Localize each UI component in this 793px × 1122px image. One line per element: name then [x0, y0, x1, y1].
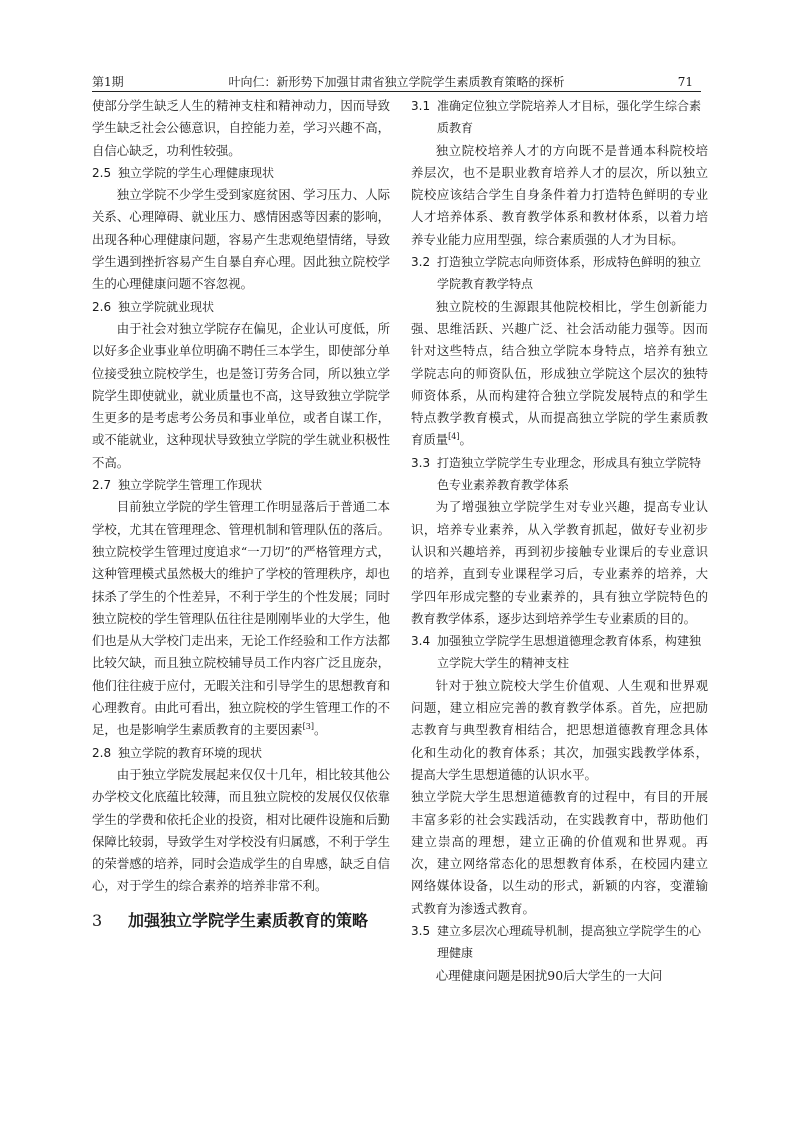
paragraph: 心理健康问题是困扰90后大学生的一大问: [435, 967, 663, 983]
section-title: 独立学院就业现状: [118, 299, 215, 314]
section-title: 独立学院的学生心理健康现状: [118, 165, 275, 180]
section-number: 3.2: [411, 255, 431, 270]
section-heading-2-5: [92, 162, 390, 184]
paragraph: [92, 496, 390, 741]
paragraph: 使部分学生缺乏人生的精神支柱和精神动力，因而导致学生缺乏社会公德意识，自控能力差，学习兴趣不高，自信心缺乏，功利性较强。: [92, 98, 390, 158]
paragraph: 独立学院不少学生受到家庭贫困、学习压力、人际关系、心理障碍、就业压力、感情困惑等因素的影响，出现各种心理健康问题，容易产生悲观绝望情绪，导致学生遇到挫折容易产生自暴自弃心理。因此独立院校学生的心理健康问题不容忽视。: [92, 187, 390, 292]
paragraph-text: 独立院校的生源跟其他院校相比，学生创新能力强、思维活跃、兴趣广泛、社会活动能力强等。因而针对这些特点，结合独立学院本身特点，培养有独立学院志向的师资队伍，形成独立学院这个层次的独特师资体系，从而构建符合独立学院发展特点的和学生特点教学教育模式，从而提高独立学院的学生素质教育质量: [411, 298, 708, 448]
section-title: 独立学院的教育环境的现状: [118, 745, 263, 760]
running-title: 叶向仁：新形势下加强甘肃省独立学院学生素质教育策略的探析: [228, 75, 565, 89]
section-number: 2.7: [92, 478, 112, 493]
paragraph-text: 目前独立学院的学生管理工作明显落后于普通二本学校，尤其在管理理念、管理机制和管理队伍的落后。独立院校学生管理过度追求“一刀切”的严格管理方式，这种管理模式虽然极大的维护了学校的管理秩序，却也抹杀了学生的个性差异，不利于学生的个性发展；同时独立院校的学生管理队伍往往是刚刚毕业的大学生，他们也是从大学校门走出来，无论工作经验和工作方法都比较欠缺，而且独立院校辅导员工作内容广泛且庞杂，他们往往疲于应付，无暇关注和引导学生的思想教育和心理教育。由此可看出，独立院校的学生管理工作的不足，也是影响学生素质教育的主要因素: [92, 499, 390, 738]
paragraph: 独立院校培养人才的方向既不是普通本科院校培养层次，也不是职业教育培养人才的层次，所以独立院校应该结合学生自身条件着力打造特色鲜明的专业人才培养体系、教育教学体系和教材体系，以着力培养专业能力应用型强，综合素质强的人才为目标。: [411, 142, 708, 247]
section-heading-3-2: [411, 251, 708, 296]
punctuation: 。: [313, 722, 327, 738]
paragraph: 独立学院大学生思想道德教育的过程中，有目的开展丰富多彩的社会实践活动，在实践教育中，帮助他们建立崇高的理想，建立正确的价值观和世界观。再次，建立网络常态化的思想教育体系，在校园内建立网络媒体设备，以生动的形式，新颖的内容，变灌输式教育为渗透式教育。: [411, 789, 708, 916]
section-heading-3: [92, 910, 390, 932]
section-heading-3-3: [411, 452, 708, 497]
section-number: 2.6: [92, 299, 112, 314]
section-title: 独立学院学生管理工作现状: [118, 478, 263, 493]
section-number: 3.3: [411, 455, 431, 470]
punctuation: 。: [459, 432, 472, 448]
right-column: [411, 95, 708, 987]
paragraph: 由于社会对独立学院存在偏见，企业认可度低，所以好多企业事业单位明确不聘任三本学生，即使部分单位接受独立院校学生，也是签订劳务合同，所以独立学院学生即使就业，就业质量也不高，这导致独立学院学生更多的是考虑考公务员和事业单位，或者自谋工作，或不能就业，这种现状导致独立学院的学生就业积极性不高。: [92, 320, 390, 470]
section-title: 打造独立学院志向师资体系，形成特色鲜明的独立学院教育教学特点: [437, 255, 702, 292]
section-number: 2.5: [92, 165, 112, 180]
citation: [3]: [302, 722, 314, 732]
page-number: 71: [677, 75, 693, 89]
issue-label: 第1期: [92, 75, 124, 89]
section-heading-3-5: [411, 920, 708, 965]
paragraph: [411, 296, 708, 452]
section-title: 打造独立学院学生专业理念，形成具有独立学院特色专业素养教育教学体系: [437, 455, 702, 493]
left-column: [92, 95, 390, 932]
running-header: [92, 73, 701, 92]
citation: [4]: [448, 432, 460, 442]
section-number: 2.8: [92, 745, 112, 760]
section-title: 准确定位独立学院培养人才目标，强化学生综合素质教育: [437, 99, 702, 136]
paragraph: 由于独立学院发展起来仅仅十几年，相比较其他公办学校文化底蕴比较薄，而且独立院校的发展仅仅依靠学生的学费和依托企业的投资，相对比硬件设施和后勤保障比较弱，导致学生对学校没有归属感，不利于学生的荣誉感的培养，同时会造成学生的自卑感，缺乏自信心，对于学生的综合素养的培养非常不利。: [92, 766, 390, 894]
section-number: 3.4: [411, 634, 431, 649]
paragraph: 为了增强独立学院学生对专业兴趣，提高专业认识，培养专业素养，从入学教育抓起，做好专业初步认识和兴趣培养，再到初步接触专业课后的专业意识的培养，直到专业课程学习后，专业素养的培养，大学四年形成完整的专业素养的，具有独立学院特色的教育教学体系，逐步达到培养学生专业素质的目的。: [411, 499, 708, 626]
paragraph: 针对于独立院校大学生价值观、人生观和世界观问题，建立相应完善的教育教学体系。首先，应把励志教育与典型教育相结合，把思想道德教育理念具体化和生动化的教育体系；其次，加强实践教学体系，提高大学生思想道德的认识水平。: [411, 677, 708, 782]
section-number: 3: [92, 910, 103, 930]
section-heading-3-1: [411, 95, 708, 140]
section-heading-3-4: [411, 630, 708, 675]
section-number: 3.5: [411, 923, 431, 938]
section-number: 3.1: [411, 99, 431, 113]
section-title: 加强独立学院学生思想道德理念教育体系，构建独立学院大学生的精神支柱: [437, 634, 702, 671]
section-heading-2-7: [92, 474, 390, 496]
section-title: 加强独立学院学生素质教育的策略: [128, 910, 369, 930]
section-heading-2-6: [92, 296, 390, 318]
section-title: 建立多层次心理疏导机制，提高独立学院学生的心理健康: [437, 923, 702, 961]
section-heading-2-8: [92, 742, 390, 764]
